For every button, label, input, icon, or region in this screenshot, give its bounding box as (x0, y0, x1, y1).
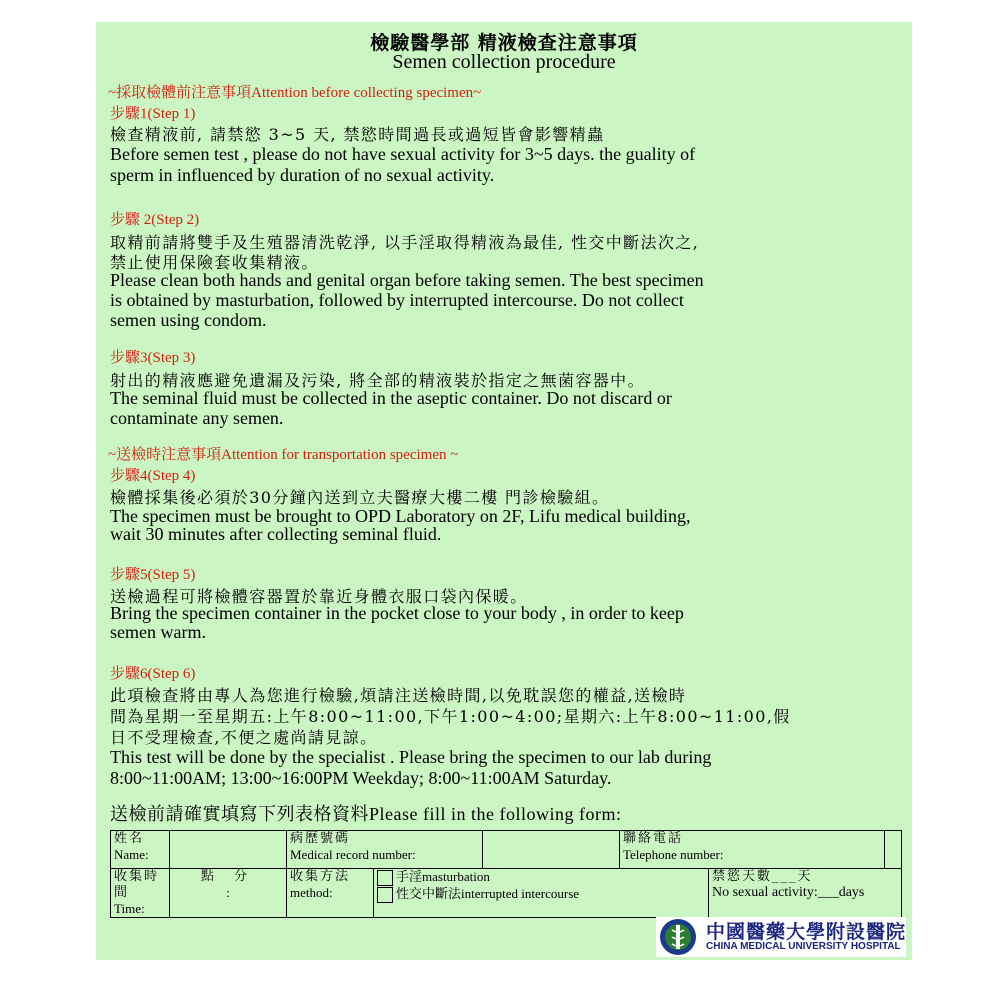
time-label-zh: 收集時間 (114, 869, 160, 900)
step-label: 步驟5(Step 5) (110, 567, 196, 583)
specimen-form (110, 830, 902, 918)
time-point-label: 點 分 (200, 869, 256, 884)
step-text-en: Bring the specimen container in the pocket close to your body , in order to keep (110, 603, 684, 623)
step-label: 步驟6(Step 6) (110, 666, 196, 682)
hospital-logo (656, 917, 906, 957)
method-label-zh: 收集方法 (290, 869, 351, 884)
logo-text-zh: 中國醫藥大學附設醫院 (706, 921, 907, 943)
record-label-en: Medical record number: (290, 847, 416, 862)
hospital-emblem-icon (656, 917, 700, 957)
record-label-zh: 病歷號碼 (290, 831, 351, 846)
name-label-zh: 姓名 (114, 831, 145, 846)
checkbox[interactable] (377, 870, 393, 886)
logo-text-en: CHINA MEDICAL UNIVERSITY HOSPITAL (706, 941, 901, 952)
method-label-cell (287, 869, 374, 918)
step-text-zh: 此項檢查將由專人為您進行檢驗,煩請注送檢時間,以免耽誤您的權益,送檢時 (110, 686, 687, 705)
step-text-en: wait 30 minutes after collecting seminal fluid. (110, 524, 442, 544)
phone-label-cell (619, 831, 884, 869)
name-field[interactable] (170, 831, 287, 869)
step-text-en: The specimen must be brought to OPD Laboratory on 2F, Lifu medical building, (110, 506, 691, 526)
step-text-en: Please clean both hands and genital organ before taking semen. The best specimen (110, 270, 704, 290)
option-masturbation[interactable] (377, 869, 705, 886)
step-text-zh: 送檢過程可將檢體容器置於靠近身體衣服口袋內保暖。 (110, 587, 528, 606)
step-text-zh: 日不受理檢查,不便之處尚請見諒。 (110, 728, 378, 747)
step-text-en: semen using condom. (110, 310, 267, 330)
time-field[interactable] (170, 869, 287, 918)
abstinence-zh: 禁慾天數___天 (711, 869, 813, 884)
step-text-zh: 檢體採集後必須於30分鐘內送到立夫醫療大樓二樓 門診檢驗組。 (110, 488, 610, 507)
checkbox[interactable] (377, 887, 393, 903)
option-label: 手淫masturbation (396, 869, 490, 884)
step-text-en: This test will be done by the specialist . Please bring the specimen to our lab during (110, 747, 712, 767)
phone-field[interactable] (885, 831, 902, 869)
abstinence-cell[interactable] (708, 869, 901, 918)
step-label: 步驟 2(Step 2) (110, 212, 200, 228)
record-field[interactable] (482, 831, 619, 869)
time-label-en: Time: (114, 901, 145, 916)
step-label: 步驟4(Step 4) (110, 468, 196, 484)
time-label-cell (111, 869, 170, 918)
phone-label-zh: 聯絡電話 (622, 831, 683, 846)
method-label-en: method: (290, 885, 333, 900)
step-text-en: is obtained by masturbation, followed by interrupted intercourse. Do not collect (110, 290, 684, 310)
section-heading-before: ~採取檢體前注意事項Attention before collecting specimen~ (108, 85, 482, 101)
step-text-en: 8:00~11:00AM; 13:00~16:00PM Weekday; 8:00~11:00AM Saturday. (110, 768, 612, 788)
step-text-zh: 間為星期一至星期五:上午8:00~11:00,下午1:00~4:00;星期六:上午8:00~11:00,假 (110, 707, 791, 726)
phone-label-en: Telephone number: (622, 847, 724, 862)
step-text-zh: 檢查精液前, 請禁慾 3~5 天, 禁慾時間過長或過短皆會影響精蟲 (110, 125, 605, 144)
page-title: 檢驗醫學部 精液檢查注意事項 (370, 32, 638, 54)
option-interrupted[interactable] (377, 886, 705, 903)
step-text-en: The seminal fluid must be collected in the aseptic container. Do not discard or (110, 388, 672, 408)
section-heading-transport: ~送檢時注意事項Attention for transportation specimen ~ (108, 447, 459, 463)
page-subtitle: Semen collection procedure (392, 51, 616, 73)
step-text-en: Before semen test , please do not have sexual activity for 3~5 days. the guality of (110, 144, 696, 164)
name-label-en: Name: (114, 847, 149, 862)
step-label: 步驟3(Step 3) (110, 350, 196, 366)
procedure-sheet (96, 22, 912, 960)
step-text-zh: 射出的精液應避免遺漏及污染, 將全部的精液裝於指定之無菌容器中。 (110, 371, 645, 390)
step-text-zh: 禁止使用保險套收集精液。 (110, 253, 319, 272)
record-label-cell (287, 831, 483, 869)
time-colon: : (226, 885, 230, 900)
option-label: 性交中斷法interrupted intercourse (396, 886, 580, 902)
abstinence-en: No sexual activity:___days (711, 885, 865, 900)
method-options (374, 869, 709, 918)
step-text-en: sperm in influenced by duration of no sexual activity. (110, 165, 495, 185)
form-intro: 送檢前請確實填寫下列表格資料Please fill in the following form: (110, 804, 622, 824)
step-text-zh: 取精前請將雙手及生殖器清洗乾淨, 以手淫取得精液為最佳, 性交中斷法次之, (110, 233, 700, 252)
name-label-cell (111, 831, 170, 869)
step-text-en: contaminate any semen. (110, 408, 284, 428)
step-text-en: semen warm. (110, 622, 206, 642)
step-label: 步驟1(Step 1) (110, 106, 196, 122)
